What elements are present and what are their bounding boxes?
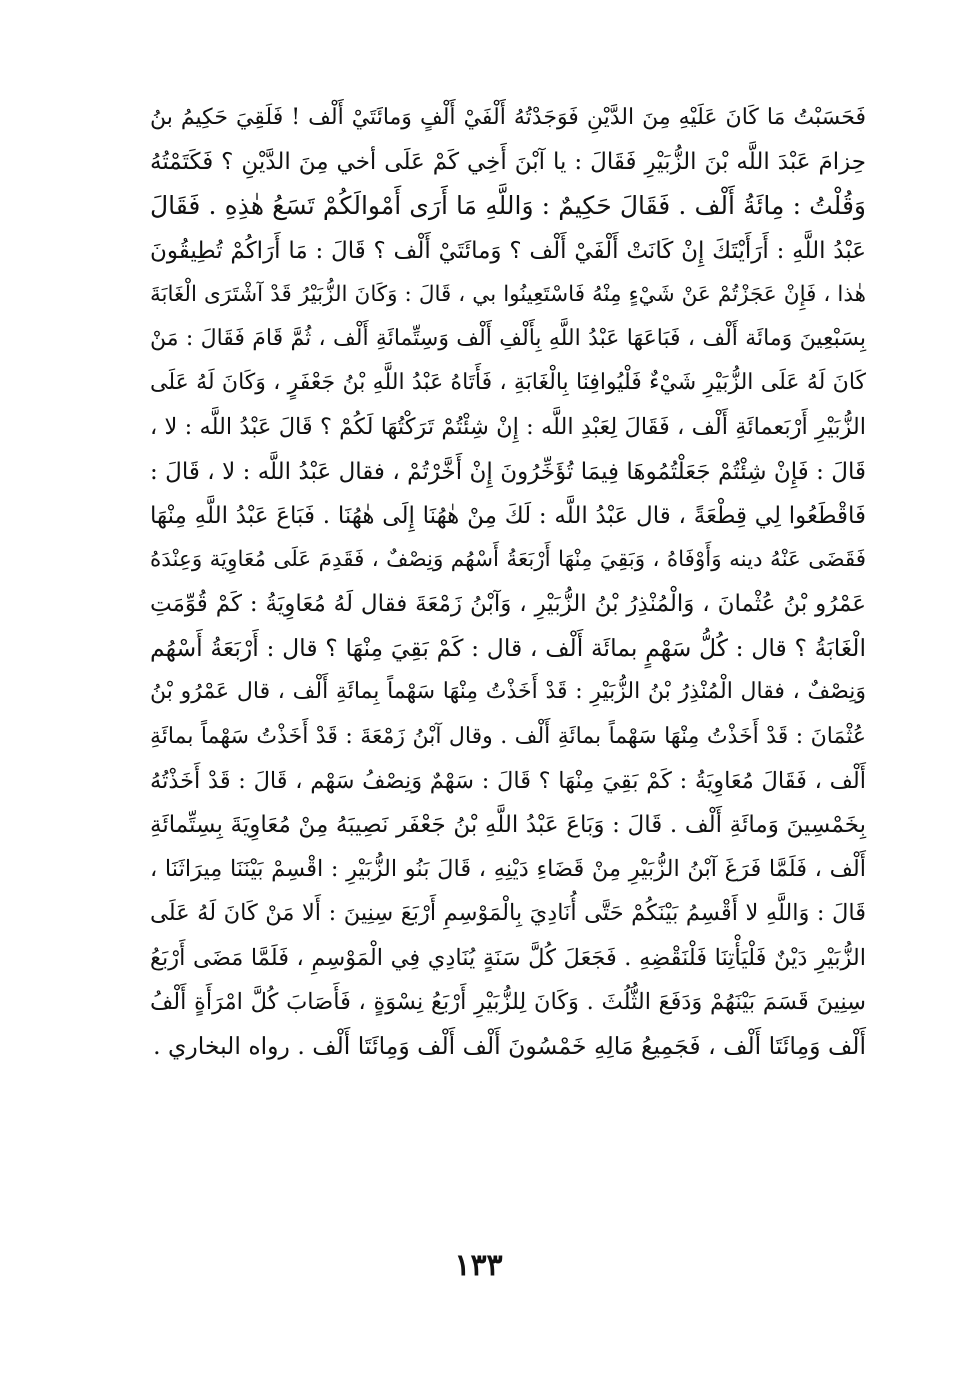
text-line: عَمْرُو بْنُ عُثْمانَ ، وَالْمُنْذِرُ بْنُ الزُّبَيْرِ ، وَآبْنُ زَمْعَةَ فقال لَهُ مُعَاوِيَةُ : كَمْ قُوِّمَتِ: [150, 591, 866, 618]
text-line: الزُّبَيْرِ دَيْنٌ فَلْيَأْتِنَا فَلْنَقْضِهِ . فَجَعَلَ كُلَّ سَنَةٍ يُنَادِي فِي الْمَوْسِمِ ، فَلَمَّا مَضَى أَرْبَعُ: [150, 944, 866, 971]
text-line: وَنِصْفٌ ، فقال الْمُنْذِرُ بْنُ الزُّبَيْرِ : قَدْ أَخَذْتُ مِنْهَا سَهْماً بِمائَةِ أَلْف ، قال عَمْرُو بْنُ: [150, 679, 866, 705]
text-line: عَبْدُ اللَّهِ : أَرَأَيْتَكَ إِنْ كَانَتْ أَلْفَيْ أَلْف ؟ وَمائَتَيْ أَلْف ؟ قَالَ : مَا أَرَاكُمْ تُطِيقُونَ: [150, 237, 866, 264]
text-line: هٰذا ، فَإِنْ عَجَزْتُمْ عَنْ شَيْءٍ مِنْهُ فَاسْتَعِينُوا بي ، قَالَ : وَكَانَ الزُّبَيْرُ قَدْ آشْتَرَى الْغَابَةَ: [150, 281, 866, 307]
text-line: بِسَبْعِينَ وَمائَة أَلْف ، فَبَاعَهَا عَبْدُ اللَّهِ بِأَلْفِ أَلْف وَسِتِّمائَةِ أَلْف ، ثُمَّ قَامَ فَقَالَ : مَنْ: [150, 325, 866, 351]
body-text: [150, 96, 866, 1068]
text-line: قَالَ : وَاللَّهِ لا أَقْسِمُ بَيْنَكُمْ حَتَّى أُنَادِيَ بِالْمَوْسِمِ أَرْبَعَ سِنِينَ : أَلا مَنْ كَانَ لَهُ عَلَى: [150, 900, 866, 927]
text-line: الْغَابَةُ ؟ قال : كُلُّ سَهْمٍ بمائَة أَلْف ، قال : كَمْ بَقِيَ مِنْهَا ؟ قال : أَرْبَعَةُ أَسْهُم: [150, 634, 866, 663]
text-line-last: أَلْف وَمِائَتَا أَلْف ، فَجَمِيعُ مَالِهِ خَمْسُونَ أَلْف أَلْف وَمِائَتَا أَلْف . رواه البخاري .: [153, 1031, 866, 1060]
text-line: كَانَ لَهُ عَلَى الزُّبَيْرِ شَيْءٌ فَلْيُوافِنَا بِالْغَابَةِ ، فَأَتَاهُ عَبْدُ اللَّهِ بْنُ جَعْفَرٍ ، وَكَانَ لَهُ عَلَى: [150, 370, 866, 396]
page-number: ١٣٣: [454, 1248, 503, 1283]
text-line: أَلْف ، فَقَالَ مُعَاوِيَةُ : كَمْ بَقِيَ مِنْهَا ؟ قَالَ : سَهْمٌ وَنِصْفُ سَهْم ، قَالَ : قَدْ أَخَذْتُهُ: [150, 767, 866, 794]
text-line: حِزامَ عَبْدَ اللَّه بْنَ الزُّبَيْرِ فَقَالَ : يا آبْنَ أَخِي كَمْ عَلَى أخي مِنَ الدَّيْنِ ؟ فَكَتَمْتُهُ: [150, 149, 866, 176]
text-line: فَاقْطَعُوا لِي قِطْعَةً ، قال عَبْدُ اللَّه : لَكَ مِنْ هٰهُنَا إِلَى هٰهُنَا . فَبَاعَ عَبْدُ اللَّهِ مِنْهَا: [150, 502, 866, 529]
text-line: وَقُلْتُ : مِائَةُ أَلْف . فَقَالَ حَكِيمٌ : وَاللَّهِ مَا أَرَى أَمْوالَكُمْ تَسَعُ هٰذِهِ . فَقَالَ: [150, 191, 866, 221]
text-line: قَالَ : فَإِنْ شِئْتُمْ جَعَلْتُمُوهَا فِيمَا تُؤَخِّرُونَ إِنْ أَخَّرْتُمْ ، فقال عَبْدُ اللَّه : لا ، قَالَ :: [150, 458, 866, 485]
text-line: بِخَمْسِينَ وَمائَةِ أَلْف . قَالَ : وَبَاعَ عَبْدُ اللَّهِ بْنُ جَعْفَر نَصِيبَهُ مِنْ مُعَاوِيَةَ بِسِتِّمائَةِ: [150, 812, 866, 838]
text-line: فَحَسَبْتُ مَا كَانَ عَلَيْهِ مِنَ الدَّيْنِ فَوَجَدْتُهُ أَلْفَيْ أَلْفٍ وَمائَتَيْ أَلْف ! فَلَقِيَ حَكِيمُ بنُ: [150, 105, 866, 130]
text-line: عُثْمَانَ : قَدْ أَخَذْتُ مِنْهَا سَهْماً بمائَةِ أَلْف . وقال آبْنُ زَمْعَةَ : قَدْ أَخَذْتُ سَهْماً بمائَةِ: [150, 723, 866, 749]
text-line: الزُّبَيْرِ أَرْبَعمائَةِ أَلْف ، فَقَالَ لِعَبْدِ اللَّه : إِنْ شِئْتُمْ تَرَكْتُهَا لَكُمْ ؟ قَالَ عَبْدُ اللَّه : لا ،: [150, 414, 866, 441]
text-line: فَقَضَى عَنْهُ دينه وَأَوْفَاهُ ، وَبَقِيَ مِنْهَا أَرْبَعَةُ أَسْهُم وَنِصْفٌ ، فَقَدِمَ عَلَى مُعَاوِيَة وَعِنْدَهُ: [150, 546, 866, 572]
text-line: سِنِينَ قَسَمَ بَيْنَهُمْ وَدَفَعَ الثُّلُثَ . وَكَانَ لِلزُّبَيْرِ أَرْبَعُ نِسْوَةٍ ، فَأَصَابَ كُلَّ امْرَأَةٍ أَلْفُ: [150, 988, 866, 1015]
text-line: أَلْف ، فَلَمَّا فَرَغَ آبْنُ الزُّبَيْرِ مِنْ قَضَاءِ دَيْنِهِ ، قَالَ بَنُو الزُّبَيْرِ : اقْسِمْ بَيْنَنَا مِيرَاثَنَا ،: [150, 856, 866, 883]
